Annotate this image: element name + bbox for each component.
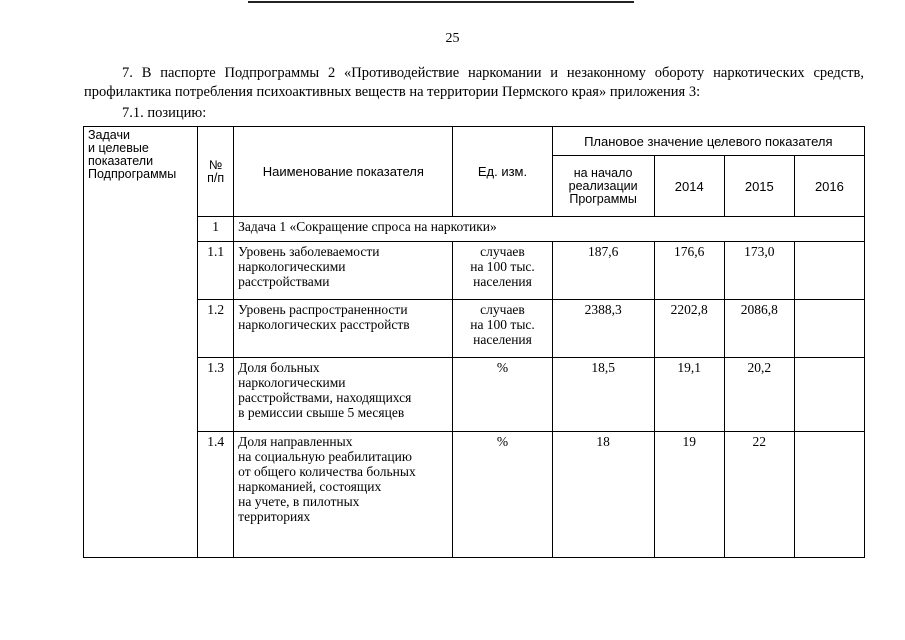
- row-unit: %: [453, 358, 552, 432]
- row-num: 1.1: [198, 242, 234, 300]
- row-name: Уровень распространенности наркологических расстройств: [234, 300, 453, 358]
- header-task-cell: Задачи и целевые показатели Подпрограммы: [84, 127, 198, 558]
- row-base-value: 187,6: [552, 242, 654, 300]
- top-rule: [248, 1, 634, 3]
- row-value-2014: 2202,8: [654, 300, 724, 358]
- header-plan: Плановое значение целевого показателя: [552, 127, 864, 156]
- row-value-2015: 22: [724, 432, 794, 558]
- row-base-value: 2388,3: [552, 300, 654, 358]
- row-value-2015: 173,0: [724, 242, 794, 300]
- row-base-value: 18,5: [552, 358, 654, 432]
- intro-paragraph: 7. В паспорте Подпрограммы 2 «Противодействие наркомании и незаконному обороту наркотических средств, профилактика потребления психоактивных веществ на территории Пермского края» приложения 3:: [84, 65, 864, 100]
- row-num: 1.2: [198, 300, 234, 358]
- table-row: [84, 432, 865, 558]
- table-row: [84, 358, 865, 432]
- row-base-value: 18: [552, 432, 654, 558]
- row-value-2016: [794, 358, 864, 432]
- row-value-2016: [794, 432, 864, 558]
- task-num: 1: [198, 217, 234, 242]
- row-value-2015: 2086,8: [724, 300, 794, 358]
- table-row: [84, 300, 865, 358]
- header-name: Наименование показателя: [234, 127, 453, 217]
- row-value-2014: 19,1: [654, 358, 724, 432]
- row-name: Доля больных наркологическими расстройствами, находящихся в ремиссии свыше 5 месяцев: [234, 358, 453, 432]
- row-value-2016: [794, 300, 864, 358]
- row-num: 1.3: [198, 358, 234, 432]
- header-year-2014: 2014: [654, 156, 724, 217]
- indicators-table: [83, 126, 865, 558]
- row-num: 1.4: [198, 432, 234, 558]
- row-name: Доля направленных на социальную реабилитацию от общего количества больных наркоманией, состоящих на учете, в пилотных территориях: [234, 432, 453, 558]
- header-year-2016: 2016: [794, 156, 864, 217]
- row-unit: %: [453, 432, 552, 558]
- subitem-heading: 7.1. позицию:: [122, 105, 207, 121]
- table-row: [84, 242, 865, 300]
- row-value-2016: [794, 242, 864, 300]
- page-number: 25: [445, 31, 460, 46]
- task-text: Задача 1 «Сокращение спроса на наркотики»: [234, 217, 865, 242]
- header-unit: Ед. изм.: [453, 127, 552, 217]
- header-num: № п/п: [198, 127, 234, 217]
- row-value-2014: 176,6: [654, 242, 724, 300]
- header-year-2015: 2015: [724, 156, 794, 217]
- row-value-2015: 20,2: [724, 358, 794, 432]
- row-value-2014: 19: [654, 432, 724, 558]
- row-unit: случаев на 100 тыс. населения: [453, 242, 552, 300]
- row-unit: случаев на 100 тыс. населения: [453, 300, 552, 358]
- row-name: Уровень заболеваемости наркологическими расстройствами: [234, 242, 453, 300]
- header-base: на начало реализации Программы: [552, 156, 654, 217]
- header-row-1: [84, 127, 865, 156]
- task-row: [84, 217, 865, 242]
